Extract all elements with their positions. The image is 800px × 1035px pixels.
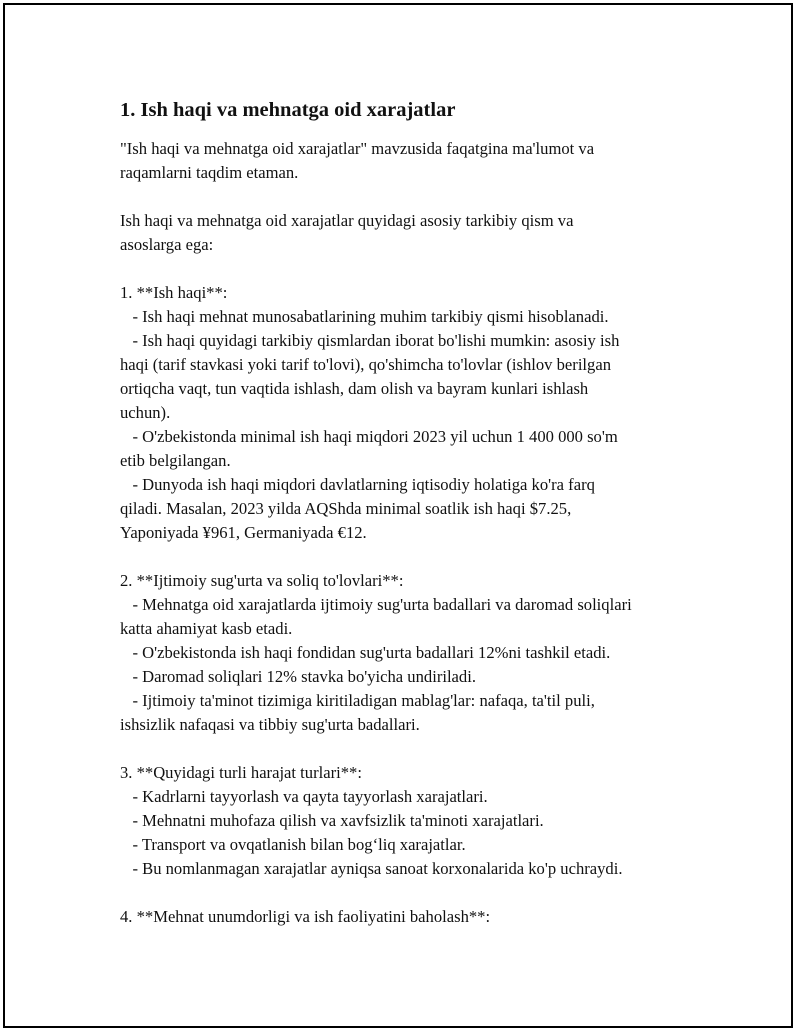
text-line: 3. **Quyidagi turli harajat turlari**: (120, 763, 362, 782)
text-line: - Ish haqi mehnat munosabatlarining muhim tarkibiy qismi hisoblanadi. (120, 307, 609, 326)
text-line: katta ahamiyat kasb etadi. (120, 619, 293, 638)
text-line: Yaponiyada ¥961, Germaniyada €12. (120, 523, 367, 542)
text-line: ishsizlik nafaqasi va tibbiy sug'urta badallari. (120, 715, 420, 734)
text-line: 2. **Ijtimoiy sug'urta va soliq to'lovlari**: (120, 571, 404, 590)
text-line: - O'zbekistonda ish haqi fondidan sug'urta badallari 12%ni tashkil etadi. (120, 643, 611, 662)
text-line: "Ish haqi va mehnatga oid xarajatlar" mavzusida faqatgina ma'lumot va (120, 139, 595, 158)
text-line: - Kadrlarni tayyorlash va qayta tayyorlash xarajatlari. (120, 787, 488, 806)
text-line: - Ish haqi quyidagi tarkibiy qismlardan iborat bo'lishi mumkin: asosiy ish (120, 331, 620, 350)
blank-line (120, 881, 710, 905)
text-line: ortiqcha vaqt, tun vaqtida ishlash, dam olish va bayram kunlari ishlash (120, 379, 589, 398)
blank-line (120, 545, 710, 569)
text-line: qiladi. Masalan, 2023 yilda AQShda minimal soatlik ish haqi $7.25, (120, 499, 572, 518)
document-title: 1. Ish haqi va mehnatga oid xarajatlar (120, 99, 456, 121)
text-line: - Mehnatga oid xarajatlarda ijtimoiy sug'urta badallari va daromad soliqlari (120, 595, 632, 614)
blank-line (120, 737, 710, 761)
text-line: asoslarga ega: (120, 235, 214, 254)
text-line: - Bu nomlanmagan xarajatlar ayniqsa sanoat korxonalarida ko'p uchraydi. (120, 859, 623, 878)
text-line: - Transport va ovqatlanish bilan bog‘liq xarajatlar. (120, 835, 466, 854)
text-line: Ish haqi va mehnatga oid xarajatlar quyidagi asosiy tarkibiy qism va (120, 211, 574, 230)
text-line: uchun). (120, 403, 171, 422)
text-line: - O'zbekistonda minimal ish haqi miqdori 2023 yil uchun 1 400 000 so'm (120, 427, 618, 446)
text-line: raqamlarni taqdim etaman. (120, 163, 299, 182)
document-content (120, 97, 710, 929)
text-line: - Daromad soliqlari 12% stavka bo'yicha undiriladi. (120, 667, 476, 686)
document-body (120, 137, 710, 929)
blank-line (120, 185, 710, 209)
text-line: etib belgilangan. (120, 451, 231, 470)
blank-line (120, 257, 710, 281)
text-line: 1. **Ish haqi**: (120, 283, 228, 302)
text-line: - Mehnatni muhofaza qilish va xavfsizlik ta'minoti xarajatlari. (120, 811, 544, 830)
document-page (3, 3, 793, 1028)
text-line: - Ijtimoiy ta'minot tizimiga kiritiladigan mablag'lar: nafaqa, ta'til puli, (120, 691, 595, 710)
text-line: - Dunyoda ish haqi miqdori davlatlarning iqtisodiy holatiga ko'ra farq (120, 475, 595, 494)
text-line: 4. **Mehnat unumdorligi va ish faoliyatini baholash**: (120, 907, 491, 926)
text-line: haqi (tarif stavkasi yoki tarif to'lovi), qo'shimcha to'lovlar (ishlov berilgan (120, 355, 611, 374)
